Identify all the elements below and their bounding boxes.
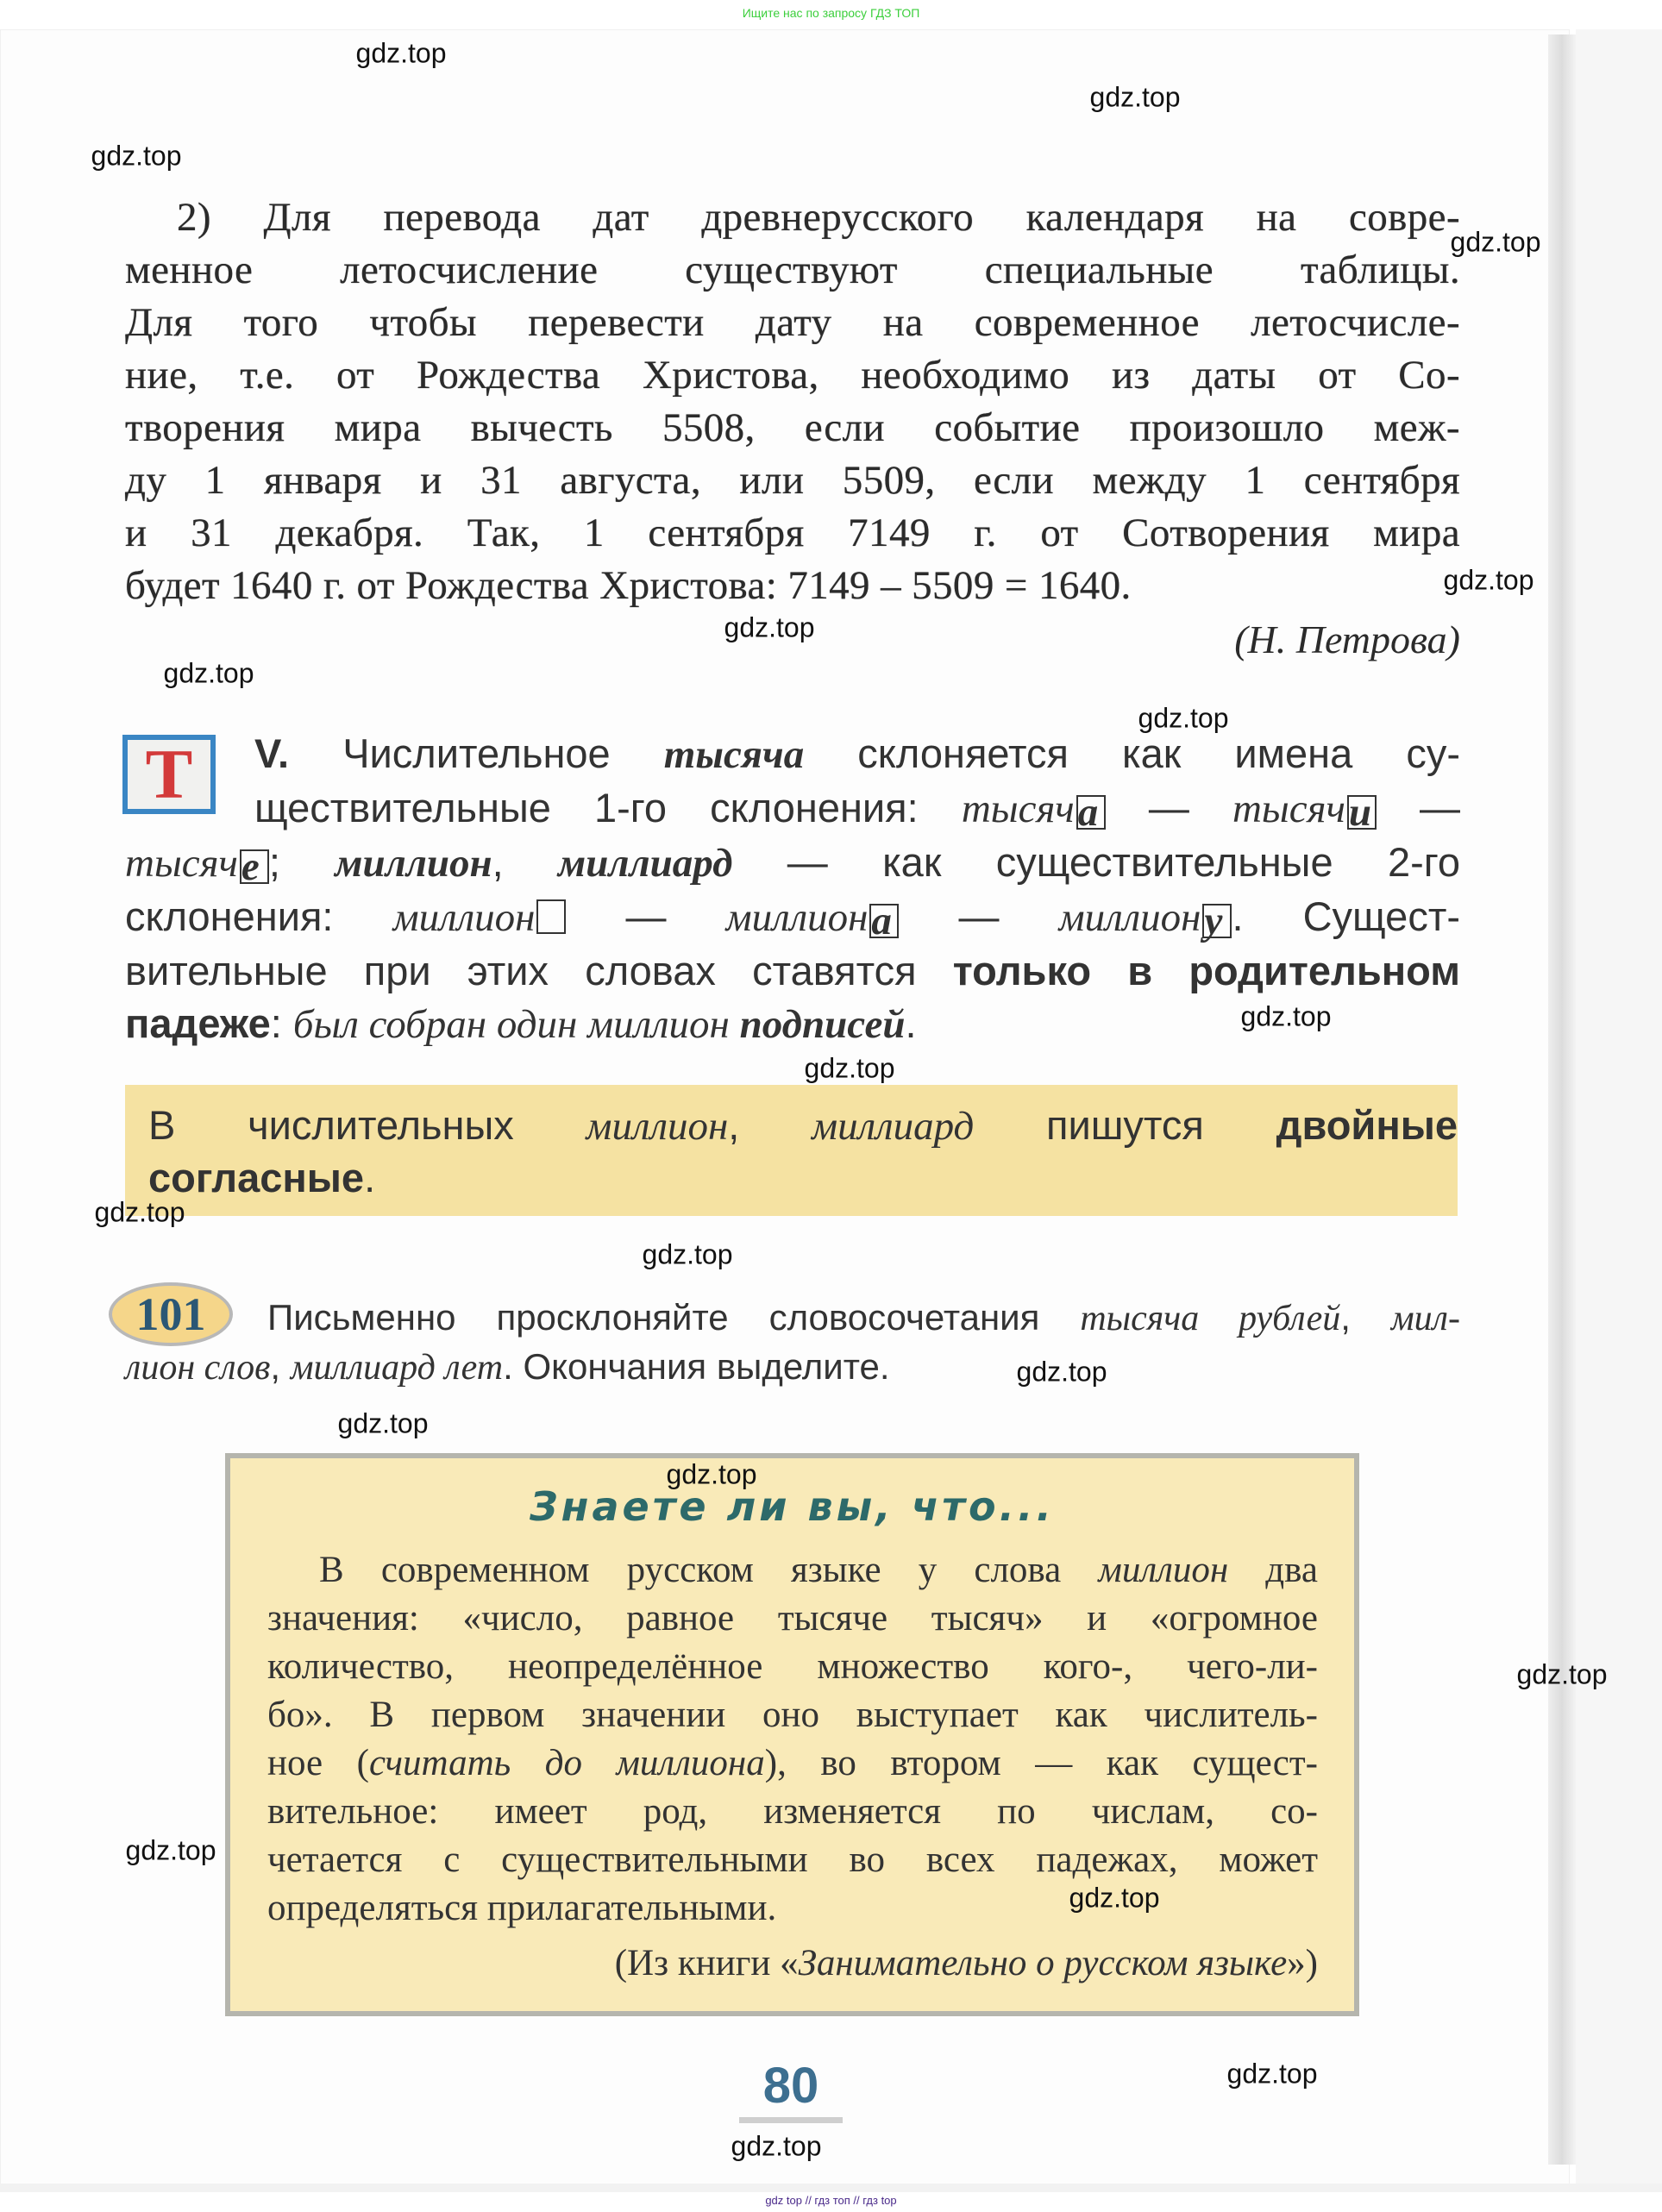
watermark: gdz.top: [731, 2130, 822, 2162]
watermark: gdz.top: [91, 140, 182, 172]
italic-example: миллиард: [812, 1104, 975, 1149]
italic-example: лион слов: [125, 1348, 271, 1388]
watermark: gdz.top: [1016, 1356, 1107, 1388]
paragraph-calendar: [125, 191, 1460, 612]
bold-emphasis: двойные: [1276, 1102, 1458, 1148]
text-segment: два: [1228, 1550, 1319, 1590]
text-segment: — как существительные 2-го: [732, 839, 1460, 885]
text-line: [267, 1691, 1318, 1739]
italic-example: миллион: [725, 895, 869, 940]
watermark: gdz.top: [642, 1238, 733, 1270]
text-segment: бо». В первом значении оно выступает как числитель-: [267, 1695, 1318, 1735]
watermark: gdz.top: [666, 1458, 757, 1490]
text-segment: вительное: имеет род, изменяется по числам, со-: [267, 1791, 1318, 1832]
ending-box: [536, 899, 566, 934]
bold-italic-term: подписей: [739, 1002, 906, 1047]
text-line: [267, 1643, 1318, 1691]
text-line: [148, 1152, 1458, 1203]
text-line: [125, 297, 1460, 349]
text-line: [125, 244, 1460, 297]
watermark: gdz.top: [1226, 2058, 1318, 2090]
page-number-underline: [739, 2117, 843, 2123]
text-segment: —: [1105, 785, 1232, 830]
text-line: [148, 1100, 1458, 1152]
text-line: [267, 1836, 1318, 1884]
rule-double-consonants: [148, 1100, 1458, 1203]
bold-emphasis: только в родительном: [952, 948, 1460, 993]
exercise-101-text: [125, 1294, 1460, 1392]
page-edge: [1548, 34, 1576, 2165]
text-segment: —: [566, 893, 726, 939]
text-segment: определяться прилагательными.: [267, 1888, 777, 1928]
watermark: gdz.top: [1069, 1882, 1160, 1914]
text-line: [125, 1343, 1460, 1392]
text-segment: ;: [268, 839, 336, 885]
text-segment: :: [270, 1000, 293, 1046]
italic-example: мил-: [1390, 1299, 1460, 1338]
watermark: gdz.top: [1138, 702, 1229, 734]
ending-box: а: [1076, 795, 1106, 830]
text-line: [125, 836, 1460, 890]
ending-box: у: [1202, 904, 1232, 938]
text-segment: ществительные 1-го склонения:: [254, 785, 962, 830]
page-margin: [1576, 29, 1662, 2185]
text-segment: В числительных: [148, 1102, 586, 1148]
watermark: gdz.top: [1240, 1000, 1332, 1032]
text-line: [125, 402, 1460, 454]
text-line: [125, 454, 1460, 507]
text-line: [267, 1884, 1318, 1933]
text-segment: четается с существительными во всех падежах, может: [267, 1839, 1318, 1880]
text-segment: ду 1 января и 31 августа, или 5509, если между 1 сентября: [125, 458, 1460, 503]
text-line: [125, 560, 1460, 612]
text-segment: .: [905, 1000, 917, 1046]
italic-example: тысяча рублей: [1080, 1299, 1341, 1338]
text-segment: ), во втором — как сущест-: [764, 1743, 1318, 1783]
watermark: gdz.top: [804, 1052, 895, 1084]
text-segment: значения: «число, равное тысяче тысяч» и «огромное: [267, 1598, 1318, 1639]
text-segment: Для того чтобы перевести дату на современное летосчисле-: [125, 300, 1460, 345]
text-segment: —: [899, 893, 1059, 939]
text-segment: менное летосчисление существуют специальные таблицы.: [125, 248, 1460, 292]
italic-example: Занимательно о русском языке: [798, 1943, 1288, 1983]
exercise-number-badge: 101: [109, 1282, 233, 1346]
bold-emphasis: падеже: [125, 1000, 271, 1046]
watermark: gdz.top: [355, 37, 447, 69]
text-segment: ,: [728, 1102, 812, 1148]
italic-example: миллион: [1058, 895, 1201, 940]
bold-italic-term: тысяча: [663, 732, 805, 777]
text-segment: склонения:: [125, 893, 393, 939]
text-segment: (Из книги «: [614, 1943, 799, 1983]
bold-emphasis: V.: [254, 730, 290, 776]
text-line: [125, 890, 1460, 944]
italic-example: считать до миллиона: [368, 1743, 765, 1783]
italic-example: миллион: [586, 1104, 729, 1149]
italic-example: тысяч: [961, 786, 1075, 831]
text-segment: ,: [270, 1346, 291, 1387]
ending-box: и: [1347, 795, 1377, 830]
text-line: [125, 1294, 1460, 1343]
did-you-know-source: [267, 1942, 1318, 1984]
text-segment: . Окончания выделите.: [503, 1346, 890, 1387]
watermark: gdz.top: [163, 657, 254, 689]
text-segment: .: [364, 1155, 376, 1200]
did-you-know-title: Знаете ли вы, что...: [530, 1483, 1055, 1530]
text-segment: В современном русском языке у слова: [319, 1550, 1099, 1590]
theory-letter: Т: [145, 735, 193, 813]
text-segment: ное (: [267, 1743, 369, 1783]
text-segment: Письменно просклоняйте словосочетания: [267, 1297, 1081, 1338]
italic-example: тысяч: [1232, 786, 1345, 831]
text-line: [125, 944, 1460, 997]
text-segment: 2) Для перевода дат древнерусского календаря на совре-: [177, 195, 1460, 240]
text-segment: . Сущест-: [1232, 893, 1460, 939]
text-segment: ,: [492, 839, 558, 885]
bold-italic-term: миллион: [335, 841, 492, 886]
text-segment: будет 1640 г. от Рождества Христова: 7149 – 5509 = 1640.: [125, 563, 1132, 608]
text-segment: пишутся: [974, 1102, 1276, 1148]
italic-example: миллиард лет: [290, 1348, 504, 1388]
did-you-know-text: [267, 1546, 1318, 1933]
bold-italic-term: миллиард: [558, 841, 733, 886]
watermark: gdz.top: [337, 1407, 429, 1439]
text-line: [267, 1546, 1318, 1595]
text-line: [267, 1788, 1318, 1836]
text-line: [267, 1739, 1318, 1788]
text-segment: Числительное: [289, 730, 664, 776]
bold-emphasis: согласные: [148, 1155, 365, 1200]
bottom-band: [0, 2184, 1662, 2192]
text-line: [125, 781, 1460, 836]
footer-links: gdz top // гдз топ // гдз top: [765, 2194, 897, 2207]
watermark: gdz.top: [724, 611, 815, 643]
author-attribution: (Н. Петрова): [1234, 617, 1460, 661]
italic-example: миллион: [1098, 1550, 1229, 1590]
text-segment: »): [1287, 1943, 1318, 1983]
text-segment: и 31 декабря. Так, 1 сентября 7149 г. от Сотворения мира: [125, 511, 1460, 555]
watermark: gdz.top: [1089, 81, 1181, 113]
text-segment: ,: [1340, 1297, 1391, 1338]
ending-box: а: [869, 904, 899, 938]
text-segment: —: [1376, 785, 1460, 830]
watermark: gdz.top: [125, 1834, 216, 1866]
page-number: 80: [762, 2058, 819, 2114]
watermark: gdz.top: [1516, 1658, 1608, 1690]
text-segment: вительные при этих словах ставятся: [125, 948, 953, 993]
text-segment: количество, неопределённое множество кого-, чего-ли-: [267, 1646, 1318, 1687]
text-line: [267, 1595, 1318, 1643]
text-segment: склоняется как имена су-: [804, 730, 1460, 776]
italic-example: тысяч: [125, 841, 238, 886]
ending-box: е: [240, 849, 269, 884]
text-line: [125, 349, 1460, 402]
watermark: gdz.top: [1450, 226, 1541, 258]
text-segment: творения мира вычесть 5508, если событие произошло меж-: [125, 405, 1460, 450]
italic-example: был собран один миллион: [292, 1002, 740, 1047]
italic-example: миллион: [392, 895, 536, 940]
text-line: [125, 507, 1460, 560]
watermark: gdz.top: [94, 1196, 185, 1228]
text-line: [125, 191, 1460, 244]
top-banner: Ищите нас по запросу ГДЗ ТОП: [742, 6, 920, 20]
text-segment: ние, т.е. от Рождества Христова, необходимо из даты от Со-: [125, 353, 1460, 398]
watermark: gdz.top: [1443, 564, 1534, 596]
text-line: [125, 727, 1460, 781]
